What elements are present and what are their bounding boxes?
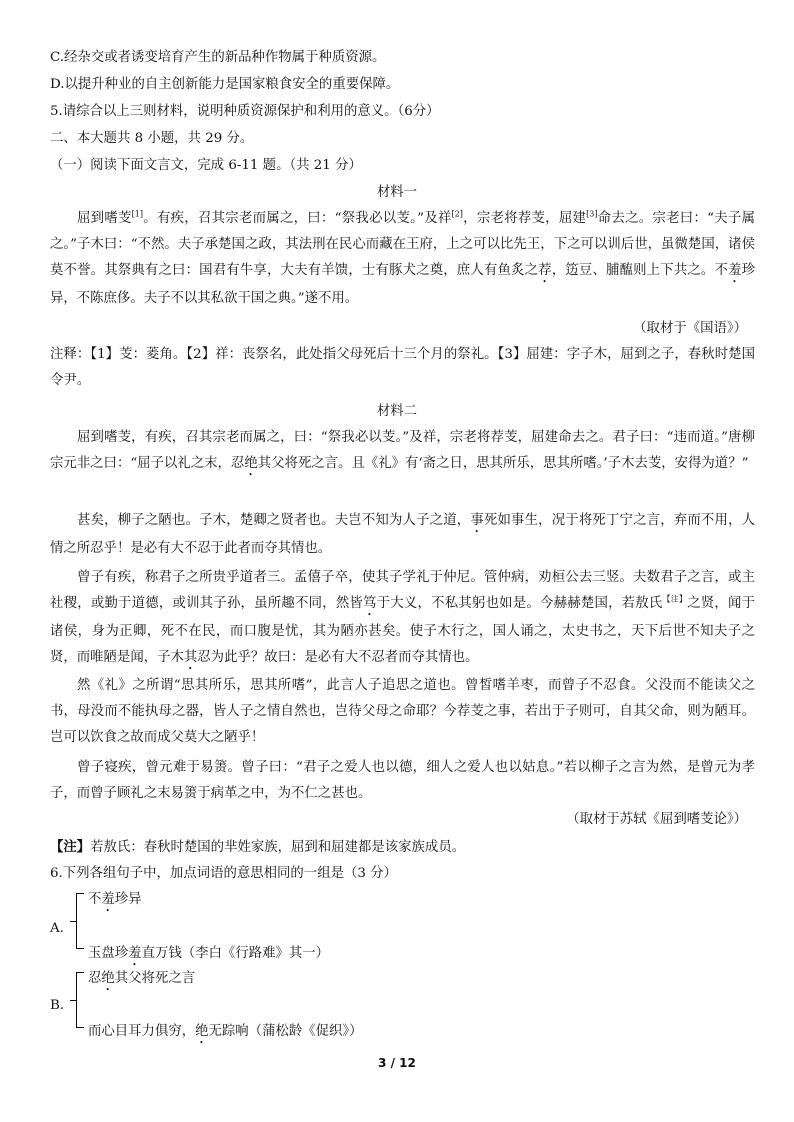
option-b-sentence-1 <box>88 969 195 994</box>
option-b-label: B. <box>50 998 65 1013</box>
option-b-sentence-2 <box>88 1022 363 1047</box>
material-1-note: 注释：【1】芰：菱角。【2】祥：丧祭名，此处指父母死后十三个月的祭礼。【3】屈建：字子木，屈到之子，春秋时楚国令尹。 <box>50 347 755 388</box>
section-heading: 二、本大题共 8 小题，共 29 分。 <box>50 131 254 146</box>
text-run: 珍异，不陈庶侈。夫子不以其私欲干国之典。”遂不用。 <box>50 263 756 306</box>
text-run: 不 <box>88 892 102 907</box>
emphasized-word: 羞 <box>128 946 142 961</box>
option-c-prev: C.经杂交或者诱变培育产生的新品种作物属于种质资源。 <box>50 50 386 65</box>
material-1-title: 材料一 <box>376 185 418 200</box>
text-run: 忍 <box>88 971 102 986</box>
note-label: 【注】 <box>50 839 91 855</box>
text-run: ，笾豆、脯醢则上下共之。不 <box>551 263 729 278</box>
material-2-source: （取材于苏轼《屈到嗜芰论》） <box>566 812 747 827</box>
material-2-paragraph-1 <box>50 425 755 479</box>
emphasized-word: 事 <box>470 513 484 528</box>
text-run: 。有疾，召其宗老而属之，曰：“祭我必以芰。”及祥 <box>143 211 452 226</box>
material-1-source: （取材于《国语》） <box>633 321 747 336</box>
text-run: 死如事生，况于将死丁宁之言，弃而不用，人情之所忍乎！是必有大不忍于此者而夺其情也。 <box>50 513 756 556</box>
emphasized-word: 绝 <box>195 1024 209 1039</box>
emphasized-word: 笃 <box>363 596 377 611</box>
text-run: 其父将死之言 <box>114 971 196 986</box>
footnote-ref: 【注】 <box>662 594 688 604</box>
option-a-bracket <box>76 893 85 949</box>
question-5: 5.请综合以上三则材料，说明种质资源保护和利用的意义。（6分） <box>50 104 440 119</box>
option-a-label: A. <box>50 921 64 936</box>
note-text: 若敖氏：春秋时楚国的芈姓家族，屈到和屈建都是该家族成员。 <box>90 840 466 855</box>
material-2-paragraph-3 <box>50 565 755 673</box>
page-number: 3 / 12 <box>378 1056 416 1070</box>
footnote-ref: [3] <box>586 209 598 219</box>
material-2-title: 材料二 <box>376 404 418 419</box>
option-b-bracket <box>76 972 85 1028</box>
emphasized-word: 绝 <box>244 456 258 471</box>
option-d-prev: D.以提升种业的自主创新能力是国家粮食安全的重要保障。 <box>50 77 400 92</box>
text-run: 玉盘珍 <box>88 946 129 961</box>
option-a-sentence-2 <box>88 944 329 969</box>
text-run: 屈到嗜芰 <box>77 211 132 226</box>
emphasized-word: 绝 <box>101 971 115 986</box>
text-run: ，宗老将荐芰，屈建 <box>462 211 587 226</box>
text-run: 屈到嗜芰，有疾，召其宗老而属之，曰：“祭我必以芰。”及祥，宗老将荐芰，屈建命去之。君子曰：“违而道。”唐柳宗元非之曰：“屈子以礼之末，忍 <box>50 430 755 471</box>
text-run: 曾子有疾，称君子之所贵乎道者三。孟僖子卒，使其子学礼于仲尼。管仲病，劝桓公去三竖。夫数君子之言，或主社稷，或勤于道德，或训其子孙，虽所趣不同，然皆 <box>50 570 755 611</box>
text-run: 之贤，闻于诸侯，身为正卿，死不在民，而口腹是忧，其为陋亦甚矣。使子木行之，国人诵之，太史书之，天下后世不知夫子之贤，而唯陋是闻，子木 <box>50 596 756 665</box>
material-2-paragraph-2 <box>50 508 755 562</box>
text-run: 其父将死之言。且《礼》有‘斋之日，思其所乐，思其所嗜。’子木去芰，安得为道？” <box>257 456 749 471</box>
emphasized-word: 羞 <box>101 892 115 907</box>
bracket-tick <box>70 1000 76 1001</box>
text-run: 命去之。宗老曰：“夫子属之。”子木曰：“不然。夫子承楚国之政，其法刑在民心而藏在王府，上之可以比先王，下之可以训后世，虽微楚国，诸侯莫不誉。其祭典有之曰：国君有牛享，大夫有羊馈，士有豚犬之奠，庶人有鱼炙之 <box>50 211 755 278</box>
text-run: 甚矣，柳子之陋也。子木，楚卿之贤者也。夫岂不知为人子之道， <box>77 513 471 528</box>
subsection-heading: （一）阅读下面文言文，完成 6-11 题。（共 21 分） <box>50 158 362 173</box>
material-2-paragraph-4: 然《礼》之所谓“思其所乐，思其所嗜”，此言人子追思之道也。曾皙嗜羊枣，而曾子不忍食。父没而不能读父之书，母没而不能执母之器，皆人子之情自然也，岂待父母之命耶？今荐芰之事，若出于子则可，自其父命，则为陋耳。岂可以饮食之故而成父莫大之陋乎！ <box>50 678 755 745</box>
text-run: 珍异 <box>114 892 142 907</box>
option-a-sentence-1 <box>88 890 142 915</box>
text-run: 忍为此乎？故曰：是必有大不忍者而夺其情也。 <box>197 650 479 665</box>
material-1-paragraph <box>50 206 755 312</box>
bracket-tick <box>70 921 76 922</box>
emphasized-word: 羞 <box>728 263 742 278</box>
footnote-ref: [2] <box>451 209 463 219</box>
emphasized-word: 荐 <box>538 263 552 278</box>
footnote-ref: [1] <box>131 209 144 219</box>
emphasized-word: 其 <box>183 650 198 665</box>
text-run: 直万钱（李白《行路难》其一） <box>141 946 330 961</box>
question-6-stem: 6.下列各组句子中，加点词语的意思相同的一组是（3 分） <box>50 866 397 881</box>
text-run: 无踪响（蒲松龄《促织》） <box>208 1024 363 1039</box>
material-2-paragraph-5: 曾子寝疾，曾元难于易箦。曾子曰：“君子之爱人也以德，细人之爱人也以姑息。”若以柳子之言为然，是曾元为孝子，而曾子顾礼之末易箦于病革之中，为不仁之甚也。 <box>50 760 755 801</box>
text-run: 于大义，不私其躬也如是。今赫赫楚国，若敖氏 <box>376 596 663 611</box>
material-2-note <box>50 837 465 858</box>
text-run: 而心目耳力俱穷， <box>88 1024 196 1039</box>
